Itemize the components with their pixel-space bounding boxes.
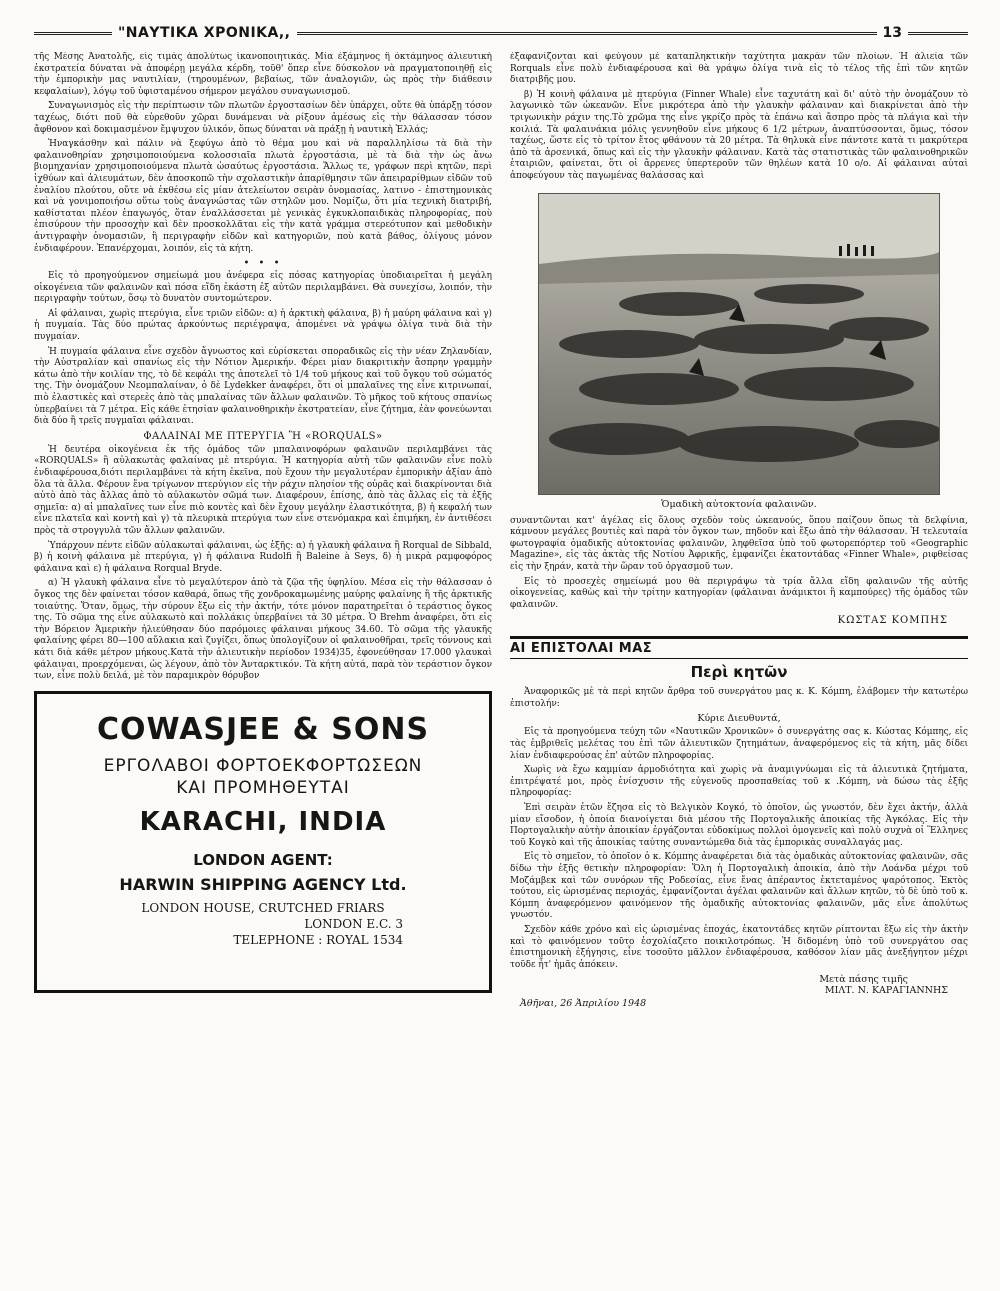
ad-city: KARACHI, INDIA xyxy=(139,806,387,837)
letter-paragraph: Χωρὶς νὰ ἔχω καμμίαν ἁρμοδιότητα καὶ χωρὶς νὰ ἀναμιγνύωμαι εἰς τὰ ἁλιευτικὰ ζητήματα, ἐπιτρέψατέ μοι, πρὸς ἐνίσχυσιν τῆς εὐγενοῦς προσπαθείας τοῦ κ .Κόμπη, νὰ δώσω τὰς ἑξῆς πληροφορίας: xyxy=(510,765,968,799)
whale-stranding-photo xyxy=(538,193,940,495)
masthead-rule xyxy=(34,32,112,35)
author-signature: ΚΩΣΤΑΣ ΚΟΜΠΗΣ xyxy=(837,615,948,627)
article-paragraph: β) Ἡ κοινὴ φάλαινα μὲ πτερύγια (Finner Whale) εἶνε ταχυτάτη καὶ δι' αὐτὸ τὴν ὀνομάζουν τὸ λαγωνικὸ τῶν ὠκεανῶν. Εἶνε μικρότερα ἀπὸ τὴν γλαυκὴν φάλαιναν καὶ διακρίνεται ἀπὸ τὴν τριγωνικὴν ράχιν της.Τὸ χρῶμα της εἶνε γκρίζο πρὸς τὰ ἐπάνω καὶ ἄσπρο πρὸς τὰ πλάγια καὶ τὴν κοιλιά. Τὰ φαλαινάκια μόλις γεννηθοῦν εἶνε μήκους 6 1/2 μέτρων, ἀναπτύσσονται, ὅμως, τόσον ταχέως, ὥστε εἰς τὸ τρίτον ἔτος φθάνουν τὰ 20 μέτρα. Τὰ θηλυκὰ εἶνε πάντοτε κατὰ τι μακρύτερα ἀπὸ τὰ ἀρσενικά, ὅπως καὶ εἰς τὴν γλαυκὴν φάλαιναν. Κατὰ τὰς στατιστικὰς τῶν φαλαινοθηρικῶν ἑταιριῶν, φαίνεται, ὅτι οἱ ἄρρενες ὑπερτεροῦν τῶν θηλέων κατὰ 10 ο/ο. Αἱ φάλαιναι αὐταὶ ἀποφεύγουν τὰς παγωμένας θαλάσσας καὶ xyxy=(510,89,968,181)
section-separator: • • • xyxy=(243,258,283,270)
ad-services-line: ΕΡΓΟΛΑΒΟΙ ΦΟΡΤΟΕΚΦΟΡΤΩΣΕΩΝ xyxy=(103,755,423,776)
article-paragraph: Ἡ δευτέρα οἰκογένεια ἐκ τῆς ὁμάδος τῶν μπαλαινοφόρων φαλαινῶν περιλαμβάνει τὰς «RORQUALS» ἢ αὐλακωτὰς φαλαίνας μὲ πτερύγια. Ἡ κατηγορία αὐτὴ τῶν φαλαινῶν εἶνε πολὺ ἐνδιαφέρουσα,διότι περιλαμβάνει τὰ κήτη ἐκεῖνα, ποὺ ἔχουν τὴν μεγαλυτέραν ἐμπορικὴν ἀξίαν ἀπὸ ὅλα τὰ ἄλλα. Φέρουν ἕνα τρίγωνον πτερύγιον εἰς τὴν ράχιν πλησίον τῆς οὐρᾶς καὶ διακρίνονται διὰ αὐτὸ ἀπὸ τὰς ἄλλας ἀπὸ τὸ αὐλακωτὸν σῶμά των. Διαφέρουν, ἐπίσης, ἀπὸ τὰς ἄλλας εἰς τὰ ἑξῆς σημεῖα: α) αἱ μπαλαῖνες των εἶνε πιὸ κοντὲς καὶ δὲν ἔχουν μεγάλην ἐλαστικότητα, β) ἡ κεφαλή των εἶνε πλατεῖα καὶ κοντὴ καὶ γ) τὰ πλευρικὰ πτερύγια των εἶνε στενόμακρα καὶ ἐπιμήκη, ἐν ἀντιθέσει πρὸς τὰ στρογγυλὰ τῶν ἄλλων φαλαινῶν. xyxy=(34,444,492,536)
section-subhead: ΦΑΛΑΙΝΑΙ ΜΕ ΠΤΕΡΥΓΙΑ Ἢ «RORQUALS» xyxy=(143,430,383,442)
ad-address-line: LONDON HOUSE, CRUTCHED FRIARS xyxy=(141,900,385,915)
letter-paragraph: Εἰς τὸ σημεῖον, τὸ ὁποῖον ὁ κ. Κόμπης ἀναφέρεται διὰ τὰς ὁμαδικὰς αὐτοκτονίας φαλαινῶν, σᾶς δίδω τὴν ἑξῆς θετικὴν πληροφορίαν: Ὅλη ἡ Πορτογαλικὴ ἀποικία, ἀπὸ τὴν Λοάνδα μέχρι τοῦ Μοζάμβεκ καὶ τῶν συνόρων τῆς Ροδεσίας, εἶνε ἔνας ἀπέραντος ἐκτεταμένος ψαρότοπος. Ἐκτὸς τούτου, εἰς ὡρισμένας περιοχάς, ἐμφανίζονται ἀγέλαι φαλαινῶν καὶ ἄλλων κητῶν, τὸ δὲ ὑπὸ τοῦ κ. Κόμπη ἀναφερόμενον φαινόμενον τῆς ὁμαδικῆς αὐτοκτονίας φαλαινῶν, μᾶς εἶνε ἀπολύτως γνωστόν. xyxy=(510,852,968,921)
masthead-rule xyxy=(908,32,968,35)
ad-services-line: ΚΑΙ ΠΡΟΜΗΘΕΥΤΑΙ xyxy=(176,777,350,798)
letter-intro: Ἀναφορικῶς μὲ τὰ περὶ κητῶν ἄρθρα τοῦ συνεργάτου μας κ. Κ. Κόμπη, ἐλάβομεν τὴν κατωτέρω ἐπιστολήν: xyxy=(510,687,968,709)
ad-agency: HARWIN SHIPPING AGENCY Ltd. xyxy=(119,874,407,894)
ad-address xyxy=(113,900,413,948)
article-paragraph: Εἰς τὸ προσεχὲς σημείωμά μου θὰ περιγράψω τὰ τρία ἄλλα εἴδη φαλαινῶν τῆς αὐτῆς οἰκογενείας, καθὼς καὶ τὴν τρίτην κατηγορίαν (φάλαιναι ἀνάμικτοι ἢ καμπούρες) τῆς ὁμάδος τῶν φαλαινῶν. xyxy=(510,576,968,610)
ad-telephone: TELEPHONE : ROYAL 1534 xyxy=(233,932,403,947)
photo-caption: Ὁμαδικὴ αὐτοκτονία φαλαινῶν. xyxy=(661,498,817,510)
letter-sender: ΜΙΛΤ. Ν. ΚΑΡΑΓΙΑΝΝΗΣ xyxy=(824,985,948,997)
letters-section-title: ΑΙ ΕΠΙΣΤΟΛΑΙ ΜΑΣ xyxy=(510,636,968,659)
article-paragraph: συναντῶνται κατ' ἀγέλας εἰς ὅλους σχεδὸν τοὺς ὠκεανούς, ὅπου παίζουν ὅπως τὰ δελφίνια, κάμνουν μεγάλες βουτιὲς καὶ παρὰ τὸν ὄγκον των, πηδοῦν καὶ ἔξω ἀπὸ τὴν θάλασσαν. Ἡ τελευταία φωτογραφία ὁμαδικῆς αὐτοκτονίας φαλαινῶν, ληφθεῖσα ὑπὸ τοῦ φωτορεπόρτερ τοῦ «Geographic Magazine», εἰς τὰς ἀκτὰς τῆς Νοτίου Ἀφρικῆς, ἐμφανίζει ἑκατοντάδας «Finner Whale», ριφθείσας εἰς τὴν ξηράν, κατὰ τὴν ὥραν τοῦ ὀργασμοῦ των. xyxy=(510,515,968,572)
article-paragraph: Συναγωνισμὸς εἰς τὴν περίπτωσιν τῶν πλωτῶν ἐργοστασίων δὲν ὑπάρχει, οὔτε θὰ ὑπάρξῃ τόσον ταχέως, διότι ποῦ θὰ εὑρεθοῦν χῶραι δυνάμεναι νὰ ρίξουν ἀμέσως εἰς τὴν θάλασσαν τόσον ἄφθονον καὶ δοκιμασμένον ἔμψυχον ὑλικόν, ὅπως δύναται νὰ πράξῃ ἡ ναυτικὴ Ἑλλάς; xyxy=(34,101,492,135)
left-column xyxy=(34,52,492,1009)
article-paragraph: Ἠναγκάσθην καὶ πάλιν νὰ ξεφύγω ἀπὸ τὸ θέμα μου καὶ νὰ παραλληλίσω τὰ διὰ τὴν φαλαινοθηρίαν χρησιμοποιούμενα κολοσσιαῖα πλωτὰ ἐργοστάσια, μὲ τὰ διὰ τὴν ὡς ἄνω βιομηχανίαν χρησιμοποιούμενα πλωτὰ ὡσαύτως ἐργοστάσια. Ἄλλως τε, γράφων περὶ κητῶν, περὶ ἰχθύων καὶ ἁλιευμάτων, δὲν ἀποσκοπῶ τὴν σχολαστικὴν ἀπαρίθμησιν τῶν ἀπειραρίθμων εἰδῶν τοῦ ἐναλίου πλούτου, οὔτε νὰ ἐκθέσω εἰς μίαν ἀτελείωτον σειρὰν ὀνομασίας, λατινο - ἐπιστημονικὰς καὶ νὰ γονιμοποιήσω οὕτω τοὺς ἀναγνώστας τῶν στηλῶν μου. Νομίζω, ὅτι μία τεχνικὴ διατριβή, καθίσταται πλέον ἐπαγωγός, ὅταν ἐναλλάσσεται μὲ γενικὰς ἐγκυκλοπαιδικὰς πληροφορίας, ποὺ ἐπισύρουν τὴν προσοχὴν καὶ δὲν προσκολλᾶται εἰς τὴν κατὰ γράμμα στερεότυπον καὶ μεθοδικὴν ἀντιγραφὴν ὀνομασιῶν, ἢ περιγραφὴν εἰδῶν καὶ κατηγοριῶν, ποὺ κατὰ βάθος, ὀλίγους μόνον ἐνδιαφέρουν. Ἐπανέρχομαι, λοιπόν, εἰς τὰ κήτη. xyxy=(34,139,492,254)
article-paragraph: Ὑπάρχουν πέντε εἰδῶν αὐλακωταὶ φάλαιναι, ὡς ἑξῆς: α) ἡ γλαυκὴ φάλαινα ἢ Rorqual de Sibbald, β) ἡ κοινὴ φάλαινα μὲ πτερύγια, γ) ἡ φάλαινα Rudolfi ἢ Baleine à Seys, δ) ἡ μικρὰ ραμφοφόρος φάλαινα καὶ ε) ἡ φάλαινα Rorqual Bryde. xyxy=(34,540,492,574)
article-paragraph: Ἡ πυγμαία φάλαινα εἶνε σχεδὸν ἄγνωστος καὶ εὑρίσκεται σποραδικῶς εἰς τὴν νέαν Ζηλανδίαν, τὴν Αὐστραλίαν καὶ σπανίως εἰς τὴν Νότιον Ἀμερικήν. Φέρει μίαν διακριτικὴν ἄσπρην γραμμὴν κάτω ἀπὸ τὴν κοιλίαν της, τὸ δὲ κεφάλι της ἀποτελεῖ τὸ 1/4 τοῦ μήκους καὶ τοῦ ὄγκου τοῦ σώματός της. Τὴν ὀνομάζουν Νεομπαλαίναν, ὁ δὲ Lydekker ἀναφέρει, ὅτι οἱ μπαλαῖνες της εἶνε κιτρινωπαί, πιὸ ἐλαστικὲς καὶ στερεὲς ἀπὸ τὰς μπαλαίνας τῶν ἄλλων φαλαινῶν. Τὸ μῆκος τοῦ κήτους σπανίως ὑπερβαίνει τὰ 7 μέτρα. Εἰς κάθε ἐτησίαν φαλαινοθηρικὴν ἐκστρατείαν, εἶνε ζήτημα, ἐὰν φονεύωνται διὰ δύο ἢ τρεῖς πυγμαῖαι φάλαιναι. xyxy=(34,346,492,427)
article-paragraph: Εἰς τὸ προηγούμενον σημείωμά μου ἀνέφερα εἰς πόσας κατηγορίας ὑποδιαιρεῖται ἡ μεγάλη οἰκογένεια τῶν φαλαινῶν καὶ πόσα εἴδη ἑκάστη ἐξ αὐτῶν περιλαμβάνει. Θὰ συνεχίσω, λοιπόν, τὴν περιγραφὴν τούτων, ὅσῳ τὸ δυνατὸν συντομώτερον. xyxy=(34,271,492,305)
letter-paragraph: Σχεδὸν κάθε χρόνο καὶ εἰς ὡρισμένας ἐποχάς, ἑκατοντάδες κητῶν ρίπτονται ἔξω εἰς τὴν ἀκτὴν καὶ τὸ φαινόμενον τοῦτο ἐσχολίαζετο ποικιλοτρόπως. Ἡ διδομένη ὑπὸ τοῦ συνεργάτου σας ἐπιστημονικὴ ἐξήγησις, εἶνε τοσοῦτο μᾶλλον ἐνδιαφέρουσα, καθόσον λίαν μᾶς ἀνεξήγητον μέχρι τοῦδε ἦτ' ἡμᾶς ἀπόκειν. xyxy=(510,924,968,970)
letter-title: Περὶ κητῶν xyxy=(690,663,788,682)
article-paragraph: ἐξαφανίζονται καὶ φεύγουν μὲ καταπληκτικὴν ταχύτητα μακρὰν τῶν πλοίων. Ἡ ἁλιεία τῶν Rorquals εἶνε πολὺ ἐνδιαφέρουσα καὶ θὰ γράψω ὀλίγα τινὰ εἰς τὸ τέλος τῆς ἐπὶ τῶν κητῶν διατριβῆς μου. xyxy=(510,52,968,86)
masthead xyxy=(34,22,968,44)
right-column xyxy=(510,52,968,1009)
ad-agent-label: LONDON AGENT: xyxy=(193,850,333,869)
photo-illustration xyxy=(539,194,939,494)
letter-paragraph: Ἐπὶ σειρὰν ἐτῶν ἔζησα εἰς τὸ Βελγικὸν Κογκό, τὸ ὁποῖον, ὡς γνωστόν, δὲν ἔχει ἀκτήν, ἀλλὰ μίαν εἴσοδον, ἡ ὁποία διανοίγεται διὰ μέσου τῆς Πορτογαλικῆς ἀποικίας τῆς Ἀγκόλας. Εἰς τὴν Πορτογαλικὴν αὐτὴν ἀποικίαν ἐργάζονται εὐδοκίμως πολλοὶ ὁμογενεῖς καὶ πολὺ συχνὰ οἱ Ἕλληνες τοῦ Κογκὸ καὶ τῆς ἀποικίας ταύτης συναντώμεθα διὰ τὰς ἐμπορικὰς συναλλαγάς μας. xyxy=(510,803,968,848)
page-number: 13 xyxy=(882,25,902,41)
article-paragraph: Αἱ φάλαιναι, χωρὶς πτερύγια, εἶνε τριῶν εἰδῶν: α) ἡ ἀρκτικὴ φάλαινα, β) ἡ μαύρη φάλαινα καὶ γ) ἡ πυγμαία. Τὰς δύο πρώτας ἀρκούντως περιέγραψα, ἀπομένει νὰ γράψω ὀλίγα τινὰ διὰ τὴν πυγμαίαν. xyxy=(34,308,492,343)
ad-company: COWASJEE & SONS xyxy=(96,711,430,747)
letter-salutation: Κύριε Διευθυντά, xyxy=(697,713,781,725)
letter-paragraph: Εἰς τὰ προηγούμενα τεύχη τῶν «Ναυτικῶν Χρονικῶν» ὁ συνεργάτης σας κ. Κώστας Κόμπης, εἰς τὰς ἐμβριθεῖς μελέτας του ἐπὶ τῶν ἁλιευτικῶν ζητημάτων, ἀναφερόμενος εἰς τὰ κήτη, μᾶς δίδει λίαν ἐνδιαφερούσας ἐπ' αὐτῶν πληροφορίας. xyxy=(510,727,968,761)
advertisement xyxy=(34,691,492,993)
letter-dateline: Ἀθῆναι, 26 Ἀπριλίου 1948 xyxy=(520,998,647,1010)
publication-title: "ΝΑΥΤΙΚΑ ΧΡΟΝΙΚΑ,, xyxy=(118,25,291,41)
ad-address-line: LONDON E.C. 3 xyxy=(304,916,403,931)
article-paragraph: α) Ἡ γλαυκὴ φάλαινα εἶνε τὸ μεγαλύτερον ἀπὸ τὰ ζῷα τῆς ὑφηλίου. Μέσα εἰς τὴν θάλασσαν ὁ ὄγκος της δὲν φαίνεται τόσον καθαρά, ὅπως τῆς χονδροκαμωμένης μαύρης φαλαίνης ἢ τῆς ἀρκτικῆς τοιαύτης. Ὅταν, ὅμως, τὴν σύρουν ἔξω εἰς τὴν ἀκτήν, τότε μόνον παρατηρεῖται ὁ τεράστιος ὄγκος της. Τὸ σῶμα της εἶνε αὐλακωτὸ καὶ πολλάκις ὑπερβαίνει τὰ 30 μέτρα. Ὁ Brehm ἀναφέρει, ὅτι εἰς τὴν Βόρειον Ἀμερικὴν ἠλιεύθησαν δύο παρόμοιες φάλαιναι μήκους 34.60. Τὸ σῶμα τῆς γλαυκῆς φαλαίνης φέρει 80—100 αὔλακια καὶ ζυγίζει, ὅπως ὑπολογίζουν οἱ φαλαινοθῆραι, τρεῖς τόννους καὶ κάτι διὰ κάθε μέτρον μήκους.Κατὰ τὴν ἁλιευτικὴν περίοδον 1934)35, ἐφονεύθησαν 17.000 γλαυκαὶ φάλαιναι, προερχόμεναι, ὡς λέγουν, ἀπὸ τὸν Ἀνταρκτικόν. Τὰ κήτη αὐτά, παρὰ τὸν τεράστιον ὄγκον των, εἶνε πολὺ δειλά, μὲ τὸν παραμικρὸν θόρυβον xyxy=(34,578,492,682)
letter-closing: Μετὰ πάσης τιμῆς xyxy=(819,974,908,986)
masthead-rule xyxy=(297,32,877,35)
article-paragraph: τῆς Μέσης Ἀνατολῆς, εἰς τιμὰς ἀπολύτως ἱκανοποιητικάς. Μία ἐξάμηνος ἢ ὀκτάμηνος ἁλιευτικὴ ἐκστρατεία δύναται νὰ ἀποφέρῃ μεγάλα κέρδη, τοῦθ' ὅπερ εἶνε δύσκολον νὰ πραγματοποιηθῇ εἰς τὴν ἐμπορικὴν μας ναυτιλίαν, (τηρουμένων, βεβαίως, τῶν ἀναλογιῶν, ὡς πρὸς τὴν διάθεσιν κεφαλαίων), λόγῳ τοῦ ὑφισταμένου σήμερον μεγάλου συναγωνισμοῦ. xyxy=(34,52,492,97)
